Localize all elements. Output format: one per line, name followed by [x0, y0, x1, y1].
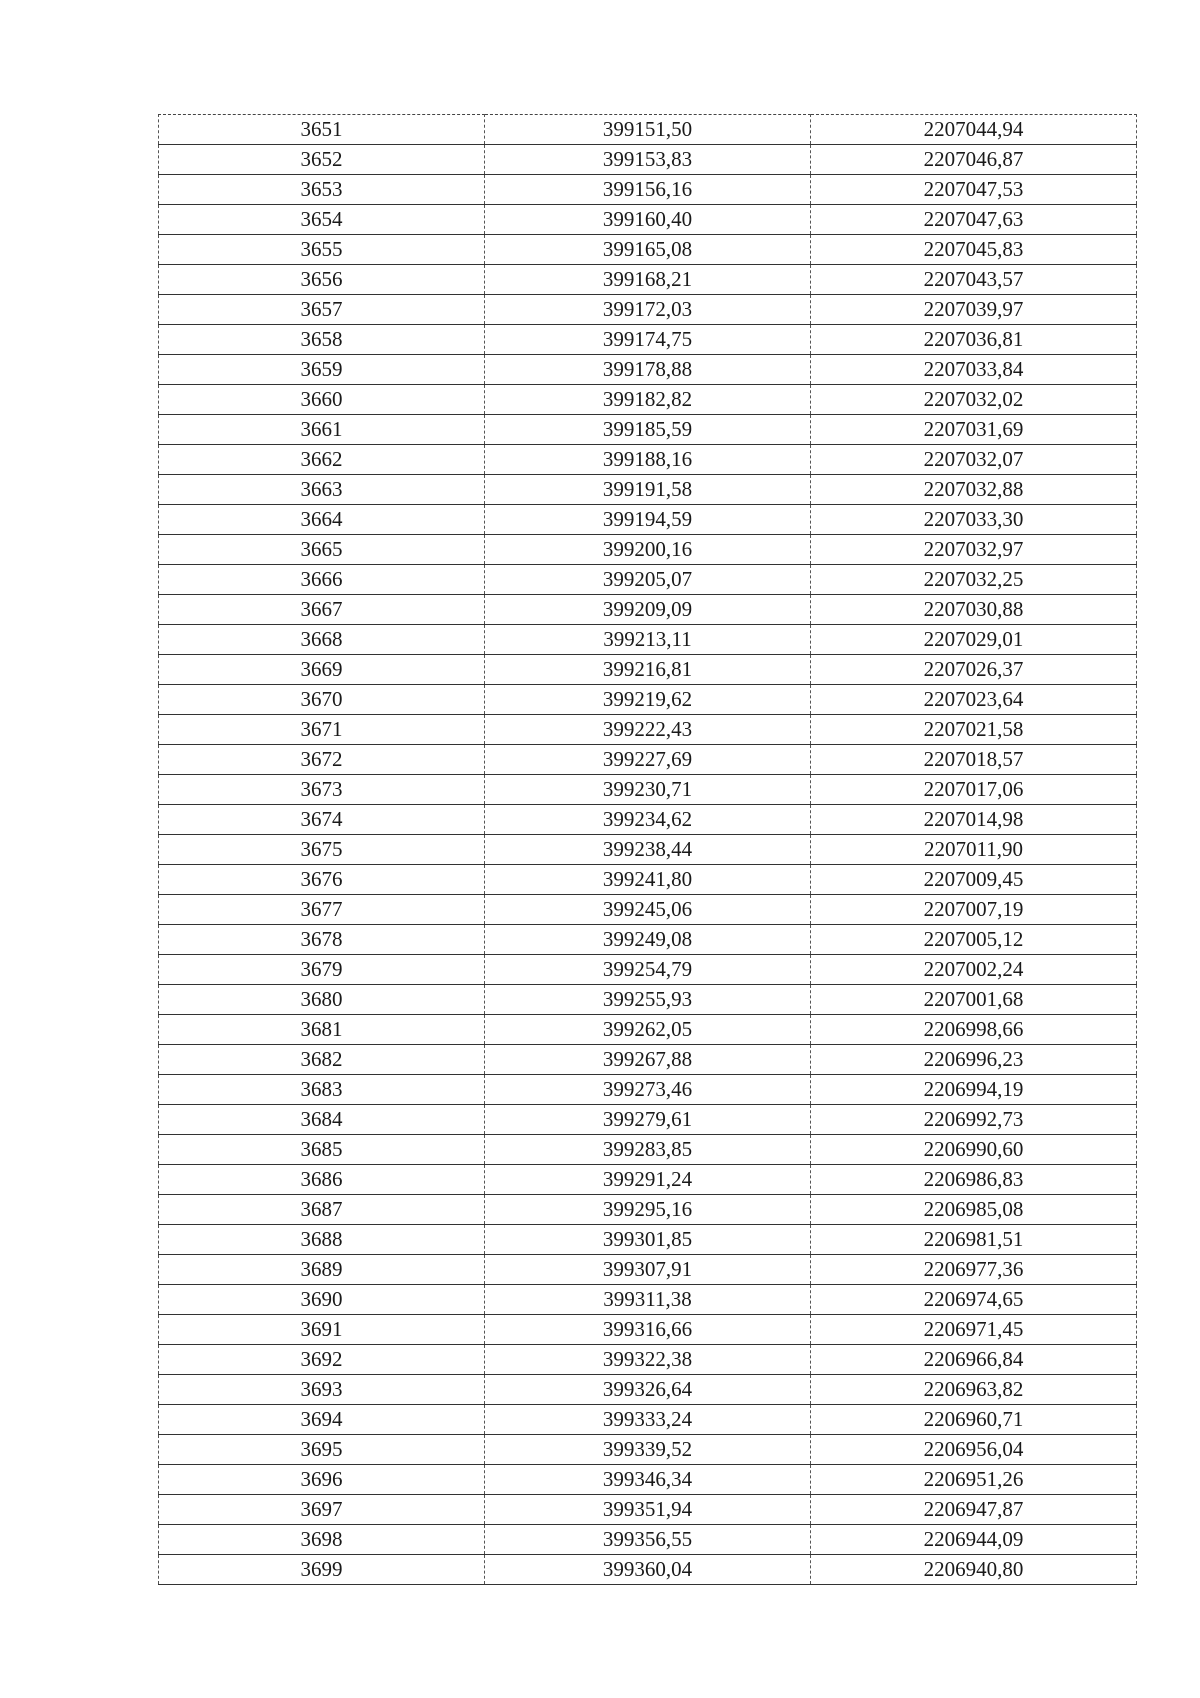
point-number-cell: 3664: [159, 505, 485, 535]
table-row: [159, 1135, 1137, 1165]
point-number-cell: 3659: [159, 355, 485, 385]
y-coordinate-cell: 2207033,30: [811, 505, 1137, 535]
x-coordinate-cell: 399222,43: [485, 715, 811, 745]
x-coordinate-cell: 399160,40: [485, 205, 811, 235]
point-number-cell: 3691: [159, 1315, 485, 1345]
y-coordinate-cell: 2207030,88: [811, 595, 1137, 625]
table-row: [159, 1045, 1137, 1075]
table-row: [159, 1255, 1137, 1285]
table-row: [159, 415, 1137, 445]
y-coordinate-cell: 2207001,68: [811, 985, 1137, 1015]
point-number-cell: 3660: [159, 385, 485, 415]
table-row: [159, 1015, 1137, 1045]
point-number-cell: 3677: [159, 895, 485, 925]
table-row: [159, 1345, 1137, 1375]
table-row: [159, 1495, 1137, 1525]
y-coordinate-cell: 2206956,04: [811, 1435, 1137, 1465]
y-coordinate-cell: 2206977,36: [811, 1255, 1137, 1285]
x-coordinate-cell: 399182,82: [485, 385, 811, 415]
x-coordinate-cell: 399194,59: [485, 505, 811, 535]
x-coordinate-cell: 399249,08: [485, 925, 811, 955]
table-row: [159, 385, 1137, 415]
point-number-cell: 3655: [159, 235, 485, 265]
table-row: [159, 205, 1137, 235]
y-coordinate-cell: 2206990,60: [811, 1135, 1137, 1165]
point-number-cell: 3697: [159, 1495, 485, 1525]
x-coordinate-cell: 399291,24: [485, 1165, 811, 1195]
x-coordinate-cell: 399209,09: [485, 595, 811, 625]
point-number-cell: 3693: [159, 1375, 485, 1405]
point-number-cell: 3671: [159, 715, 485, 745]
table-row: [159, 955, 1137, 985]
table-row: [159, 535, 1137, 565]
point-number-cell: 3658: [159, 325, 485, 355]
x-coordinate-cell: 399191,58: [485, 475, 811, 505]
table-row: [159, 565, 1137, 595]
point-number-cell: 3687: [159, 1195, 485, 1225]
point-number-cell: 3679: [159, 955, 485, 985]
y-coordinate-cell: 2206940,80: [811, 1555, 1137, 1585]
table-row: [159, 1225, 1137, 1255]
x-coordinate-cell: 399322,38: [485, 1345, 811, 1375]
y-coordinate-cell: 2206981,51: [811, 1225, 1137, 1255]
point-number-cell: 3657: [159, 295, 485, 325]
x-coordinate-cell: 399174,75: [485, 325, 811, 355]
y-coordinate-cell: 2206947,87: [811, 1495, 1137, 1525]
y-coordinate-cell: 2207009,45: [811, 865, 1137, 895]
y-coordinate-cell: 2206986,83: [811, 1165, 1137, 1195]
table-row: [159, 805, 1137, 835]
x-coordinate-cell: 399178,88: [485, 355, 811, 385]
point-number-cell: 3694: [159, 1405, 485, 1435]
y-coordinate-cell: 2206974,65: [811, 1285, 1137, 1315]
table-row: [159, 265, 1137, 295]
y-coordinate-cell: 2207032,97: [811, 535, 1137, 565]
y-coordinate-cell: 2207002,24: [811, 955, 1137, 985]
table-row: [159, 235, 1137, 265]
point-number-cell: 3663: [159, 475, 485, 505]
y-coordinate-cell: 2207029,01: [811, 625, 1137, 655]
y-coordinate-cell: 2207043,57: [811, 265, 1137, 295]
x-coordinate-cell: 399238,44: [485, 835, 811, 865]
x-coordinate-cell: 399241,80: [485, 865, 811, 895]
x-coordinate-cell: 399185,59: [485, 415, 811, 445]
table-row: [159, 625, 1137, 655]
point-number-cell: 3682: [159, 1045, 485, 1075]
table-row: [159, 445, 1137, 475]
x-coordinate-cell: 399339,52: [485, 1435, 811, 1465]
y-coordinate-cell: 2207014,98: [811, 805, 1137, 835]
y-coordinate-cell: 2206971,45: [811, 1315, 1137, 1345]
point-number-cell: 3656: [159, 265, 485, 295]
y-coordinate-cell: 2207039,97: [811, 295, 1137, 325]
y-coordinate-cell: 2207011,90: [811, 835, 1137, 865]
y-coordinate-cell: 2207031,69: [811, 415, 1137, 445]
y-coordinate-cell: 2207036,81: [811, 325, 1137, 355]
point-number-cell: 3651: [159, 115, 485, 145]
y-coordinate-cell: 2206966,84: [811, 1345, 1137, 1375]
point-number-cell: 3652: [159, 145, 485, 175]
x-coordinate-cell: 399254,79: [485, 955, 811, 985]
y-coordinate-cell: 2206996,23: [811, 1045, 1137, 1075]
x-coordinate-cell: 399234,62: [485, 805, 811, 835]
y-coordinate-cell: 2206963,82: [811, 1375, 1137, 1405]
y-coordinate-cell: 2207007,19: [811, 895, 1137, 925]
table-row: [159, 1375, 1137, 1405]
point-number-cell: 3688: [159, 1225, 485, 1255]
x-coordinate-cell: 399360,04: [485, 1555, 811, 1585]
point-number-cell: 3683: [159, 1075, 485, 1105]
table-row: [159, 1285, 1137, 1315]
x-coordinate-cell: 399213,11: [485, 625, 811, 655]
point-number-cell: 3666: [159, 565, 485, 595]
table-row: [159, 1555, 1137, 1585]
table-row: [159, 685, 1137, 715]
point-number-cell: 3662: [159, 445, 485, 475]
point-number-cell: 3680: [159, 985, 485, 1015]
table-row: [159, 715, 1137, 745]
y-coordinate-cell: 2206992,73: [811, 1105, 1137, 1135]
y-coordinate-cell: 2207032,07: [811, 445, 1137, 475]
table-row: [159, 835, 1137, 865]
point-number-cell: 3689: [159, 1255, 485, 1285]
table-row: [159, 745, 1137, 775]
x-coordinate-cell: 399356,55: [485, 1525, 811, 1555]
table-row: [159, 355, 1137, 385]
point-number-cell: 3692: [159, 1345, 485, 1375]
table-row: [159, 985, 1137, 1015]
point-number-cell: 3667: [159, 595, 485, 625]
y-coordinate-cell: 2206998,66: [811, 1015, 1137, 1045]
point-number-cell: 3654: [159, 205, 485, 235]
x-coordinate-cell: 399279,61: [485, 1105, 811, 1135]
x-coordinate-cell: 399216,81: [485, 655, 811, 685]
point-number-cell: 3695: [159, 1435, 485, 1465]
table-row: [159, 145, 1137, 175]
x-coordinate-cell: 399172,03: [485, 295, 811, 325]
table-row: [159, 1405, 1137, 1435]
x-coordinate-cell: 399333,24: [485, 1405, 811, 1435]
table-row: [159, 115, 1137, 145]
x-coordinate-cell: 399351,94: [485, 1495, 811, 1525]
x-coordinate-cell: 399219,62: [485, 685, 811, 715]
table-row: [159, 1195, 1137, 1225]
x-coordinate-cell: 399156,16: [485, 175, 811, 205]
x-coordinate-cell: 399255,93: [485, 985, 811, 1015]
y-coordinate-cell: 2206951,26: [811, 1465, 1137, 1495]
x-coordinate-cell: 399165,08: [485, 235, 811, 265]
table-row: [159, 1435, 1137, 1465]
point-number-cell: 3678: [159, 925, 485, 955]
point-number-cell: 3665: [159, 535, 485, 565]
y-coordinate-cell: 2207046,87: [811, 145, 1137, 175]
point-number-cell: 3685: [159, 1135, 485, 1165]
coordinate-table: [158, 114, 1137, 1585]
table-row: [159, 1165, 1137, 1195]
x-coordinate-cell: 399151,50: [485, 115, 811, 145]
point-number-cell: 3668: [159, 625, 485, 655]
point-number-cell: 3674: [159, 805, 485, 835]
point-number-cell: 3684: [159, 1105, 485, 1135]
point-number-cell: 3676: [159, 865, 485, 895]
y-coordinate-cell: 2207023,64: [811, 685, 1137, 715]
x-coordinate-cell: 399295,16: [485, 1195, 811, 1225]
y-coordinate-cell: 2207045,83: [811, 235, 1137, 265]
x-coordinate-cell: 399153,83: [485, 145, 811, 175]
point-number-cell: 3696: [159, 1465, 485, 1495]
y-coordinate-cell: 2206985,08: [811, 1195, 1137, 1225]
table-row: [159, 1525, 1137, 1555]
coordinate-table-body: [159, 115, 1137, 1585]
table-row: [159, 1075, 1137, 1105]
point-number-cell: 3690: [159, 1285, 485, 1315]
x-coordinate-cell: 399227,69: [485, 745, 811, 775]
point-number-cell: 3698: [159, 1525, 485, 1555]
point-number-cell: 3672: [159, 745, 485, 775]
table-row: [159, 865, 1137, 895]
table-row: [159, 1105, 1137, 1135]
y-coordinate-cell: 2207033,84: [811, 355, 1137, 385]
x-coordinate-cell: 399200,16: [485, 535, 811, 565]
point-number-cell: 3675: [159, 835, 485, 865]
y-coordinate-cell: 2207047,53: [811, 175, 1137, 205]
y-coordinate-cell: 2207044,94: [811, 115, 1137, 145]
x-coordinate-cell: 399267,88: [485, 1045, 811, 1075]
x-coordinate-cell: 399346,34: [485, 1465, 811, 1495]
x-coordinate-cell: 399273,46: [485, 1075, 811, 1105]
table-row: [159, 1315, 1137, 1345]
table-row: [159, 895, 1137, 925]
y-coordinate-cell: 2207032,88: [811, 475, 1137, 505]
table-row: [159, 925, 1137, 955]
point-number-cell: 3653: [159, 175, 485, 205]
y-coordinate-cell: 2206944,09: [811, 1525, 1137, 1555]
y-coordinate-cell: 2207005,12: [811, 925, 1137, 955]
table-row: [159, 475, 1137, 505]
point-number-cell: 3699: [159, 1555, 485, 1585]
x-coordinate-cell: 399230,71: [485, 775, 811, 805]
point-number-cell: 3673: [159, 775, 485, 805]
y-coordinate-cell: 2207032,25: [811, 565, 1137, 595]
x-coordinate-cell: 399307,91: [485, 1255, 811, 1285]
y-coordinate-cell: 2206994,19: [811, 1075, 1137, 1105]
y-coordinate-cell: 2207017,06: [811, 775, 1137, 805]
table-row: [159, 295, 1137, 325]
table-row: [159, 595, 1137, 625]
table-row: [159, 175, 1137, 205]
x-coordinate-cell: 399168,21: [485, 265, 811, 295]
table-row: [159, 655, 1137, 685]
table-row: [159, 775, 1137, 805]
point-number-cell: 3669: [159, 655, 485, 685]
point-number-cell: 3681: [159, 1015, 485, 1045]
table-row: [159, 505, 1137, 535]
table-row: [159, 325, 1137, 355]
y-coordinate-cell: 2207021,58: [811, 715, 1137, 745]
x-coordinate-cell: 399245,06: [485, 895, 811, 925]
x-coordinate-cell: 399311,38: [485, 1285, 811, 1315]
x-coordinate-cell: 399283,85: [485, 1135, 811, 1165]
x-coordinate-cell: 399326,64: [485, 1375, 811, 1405]
point-number-cell: 3670: [159, 685, 485, 715]
table-row: [159, 1465, 1137, 1495]
x-coordinate-cell: 399262,05: [485, 1015, 811, 1045]
y-coordinate-cell: 2207018,57: [811, 745, 1137, 775]
y-coordinate-cell: 2207032,02: [811, 385, 1137, 415]
x-coordinate-cell: 399205,07: [485, 565, 811, 595]
point-number-cell: 3661: [159, 415, 485, 445]
x-coordinate-cell: 399301,85: [485, 1225, 811, 1255]
x-coordinate-cell: 399188,16: [485, 445, 811, 475]
x-coordinate-cell: 399316,66: [485, 1315, 811, 1345]
point-number-cell: 3686: [159, 1165, 485, 1195]
y-coordinate-cell: 2206960,71: [811, 1405, 1137, 1435]
y-coordinate-cell: 2207047,63: [811, 205, 1137, 235]
y-coordinate-cell: 2207026,37: [811, 655, 1137, 685]
